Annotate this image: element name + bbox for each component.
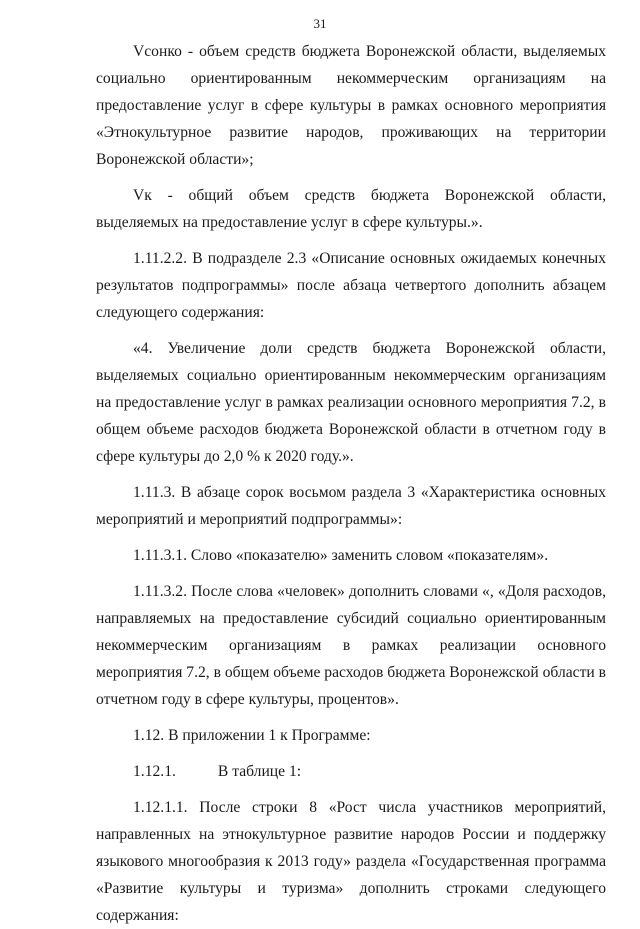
paragraph-1-12: 1.12. В приложении 1 к Программе:: [133, 727, 371, 744]
paragraph-vsonko-definition: Vсонко - объем средств бюджета Воронежской области, выделяемых социально ориентированным некоммерческим организациям на предоставление услуг в сфере культуры в рамках основного мероприятия «Этнокультурное развитие народов, проживающих на территории Воронежской области»;: [96, 43, 606, 168]
paragraph-vk-definition: Vк - общий объем средств бюджета Воронежской области, выделяемых на предоставление услуг в сфере культуры.».: [96, 187, 606, 231]
paragraph-1-11-3-1: 1.11.3.1. Слово «показателю» заменить словом «показателям».: [133, 547, 549, 564]
item-text: В таблице 1:: [217, 763, 302, 780]
paragraph-1-11-3-2: 1.11.3.2. После слова «человек» дополнить словами «, «Доля расходов, направляемых на предоставление субсидий социально ориентированным некоммерческим организациям в рамках реализации основного мероприятия 7.2, в общем объеме расходов бюджета Воронежской области в отчетном году в сфере культуры, процентов».: [96, 583, 606, 708]
item-number: 1.12.1.: [133, 763, 176, 780]
paragraph-1-12-1: [96, 758, 606, 785]
paragraph-1-12-1-1: 1.12.1.1. После строки 8 «Рост числа участников мероприятий, направленных на этнокультурное развитие народов России и поддержку языкового многообразия к 2013 году» раздела «Государственная программа «Развитие культуры и туризма» дополнить строками следующего содержания:: [96, 799, 606, 924]
paragraph-1-11-3: 1.11.3. В абзаце сорок восьмом раздела 3 «Характеристика основных мероприятий и мероприятий подпрограммы»:: [96, 484, 606, 528]
document-body: [96, 38, 606, 929]
paragraph-quoted-item-4: «4. Увеличение доли средств бюджета Воронежской области, выделяемых социально ориентированным некоммерческим организациям на предоставление услуг в рамках реализации основного мероприятия 7.2, в общем объеме расходов бюджета Воронежской области в отчетном году в сфере культуры до 2,0 % к 2020 году.».: [96, 340, 606, 465]
paragraph-1-11-2-2: 1.11.2.2. В подразделе 2.3 «Описание основных ожидаемых конечных результатов подпрограммы» после абзаца четвертого дополнить абзацем следующего содержания:: [96, 250, 606, 321]
page-number: 31: [313, 16, 327, 31]
